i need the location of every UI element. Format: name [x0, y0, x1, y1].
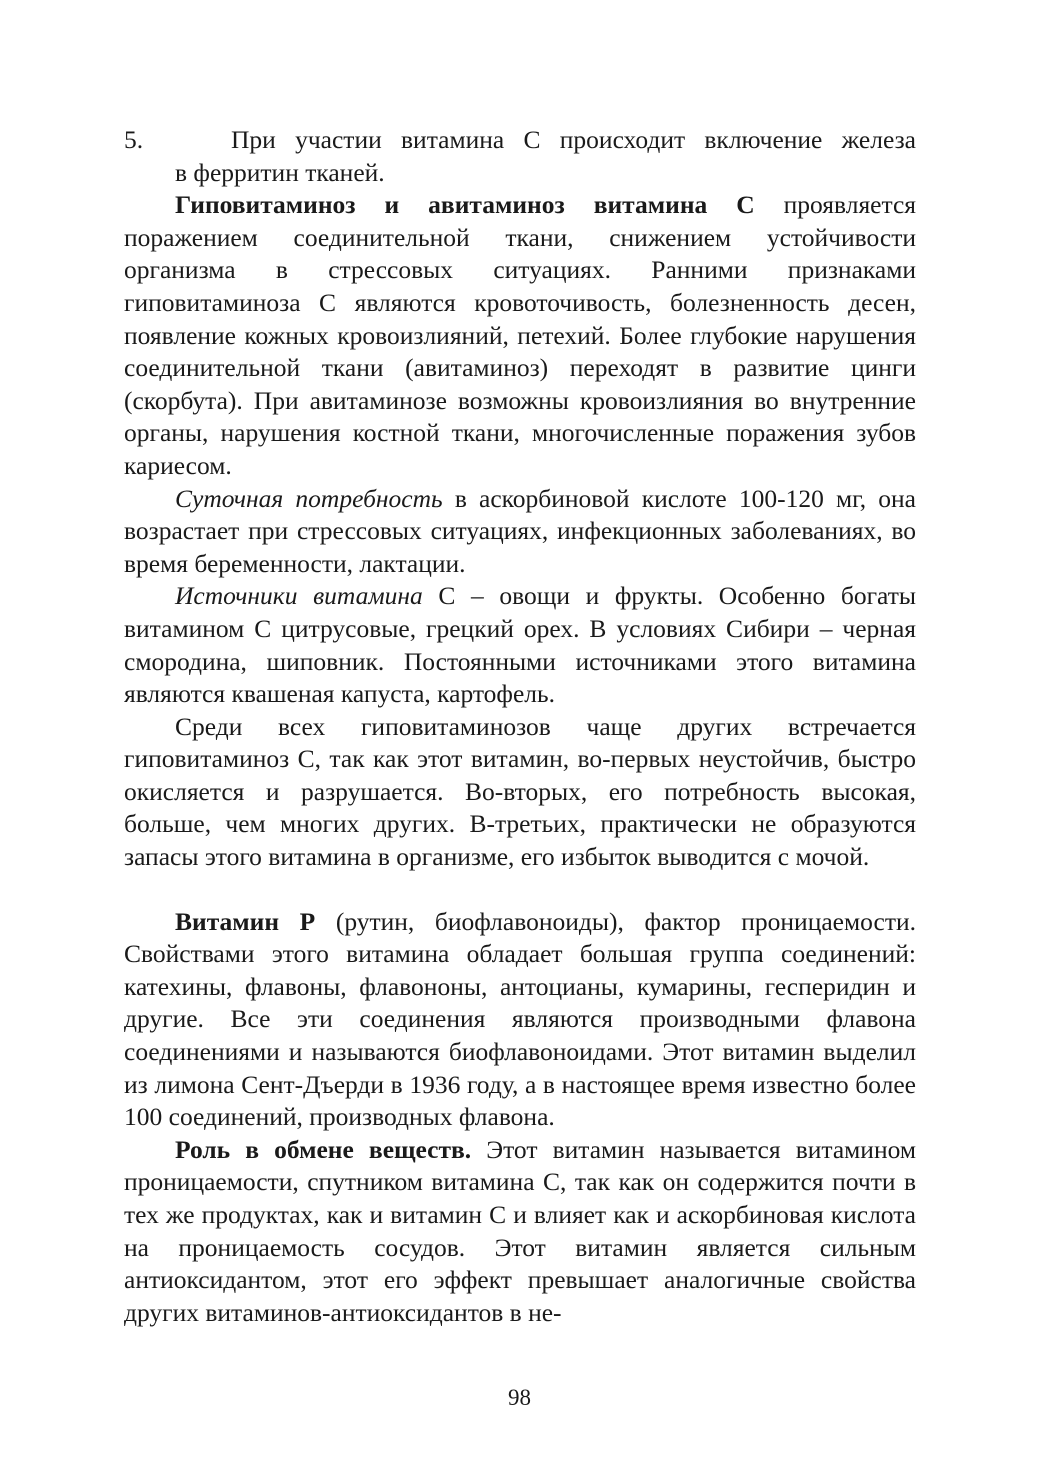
paragraph-text: Этот витамин называется витамином проницаемости, спутником витамина С, так как он содержится почти в тех же продуктах, как и витамин С и влияет как и аскорбиновая кислота на проницаемость сосудов. Этот витамин является сильным антиоксидантом, этот его эффект превышает аналогичные свойства других витаминов-антиоксидантов в не-: [124, 1134, 916, 1327]
paragraph-text: Среди всех гиповитаминозов чаще других встречается гиповитаминоз С, так как этот витамин, во-первых неустойчив, быстро окисляется и разрушается. Во-вторых, его потребность высокая, больше, чем многих других. В-третьих, практически не образуются запасы этого витамина в организме, его избыток выводится с мочой.: [124, 711, 916, 872]
paragraph-vitamin-p: [124, 906, 916, 1134]
paragraph-italic-lead: Суточная потребность: [175, 483, 443, 513]
paragraph-text: проявляется поражением соединительной ткани, снижением устойчивости организма в стрессовых ситуациях. Ранними признаками гиповитаминоза С являются кровоточивость, болезненность десен, появление кожных кровоизлияний, петехий. Более глубокие нарушения соединительной ткани (авитаминоз) переходят в развитие цинги (скорбута). При авитаминозе возможны кровоизлияния во внутренние органы, нарушения костной ткани, многочисленные поражения зубов кариесом.: [124, 190, 916, 480]
paragraph-metabolic-role: [124, 1134, 916, 1330]
paragraph-bold-lead: Витамин Р: [175, 906, 316, 936]
paragraph-hypovitaminosis-frequency: [124, 711, 916, 874]
paragraph-text: в аскорбиновой кислоте 100-120 мг, она возрастает при стрессовых ситуациях, инфекционных заболеваниях, во время беременности, лактации.: [124, 483, 916, 578]
paragraph-daily-requirement: [124, 483, 916, 581]
section-gap: [124, 874, 916, 906]
paragraph-text: (рутин, биофлавоноиды), фактор проницаемости. Свойствами этого витамина обладает большая группа соединений: катехины, флавоны, флавононы, антоцианы, кумарины, гесперидин и другие. Все эти соединения являются производными флавона соединениями и называются биофлавоноидами. Этот витамин выделил из лимона Сент-Дъерди в 1936 году, а в настоящее время известно более 100 соединений, производных флавона.: [124, 906, 916, 1132]
paragraph-bold-lead: Роль в обмене веществ.: [175, 1134, 472, 1164]
list-item-number: 5.: [124, 125, 144, 154]
page-text-body: [124, 124, 916, 1329]
paragraph-hypovitaminosis: [124, 189, 916, 482]
paragraph-text: С – овощи и фрукты. Особенно богаты витамином С цитрусовые, грецкий орех. В условиях Сибири – черная смородина, шиповник. Постоянными источниками этого витамина являются квашеная капуста, картофель.: [124, 581, 916, 709]
list-item-first-line: [124, 124, 916, 157]
page-number: 98: [508, 1385, 531, 1410]
list-item-5: [124, 124, 916, 189]
paragraph-vitamin-sources: [124, 580, 916, 710]
paragraph-italic-lead: Источники витамина: [175, 581, 423, 611]
paragraph-bold-lead: Гиповитаминоз и авитаминоз витамина С: [175, 190, 755, 220]
list-item-line2: в ферритин тканей.: [175, 157, 385, 187]
list-item-line1: При участии витамина С происходит включение железа: [231, 125, 916, 154]
